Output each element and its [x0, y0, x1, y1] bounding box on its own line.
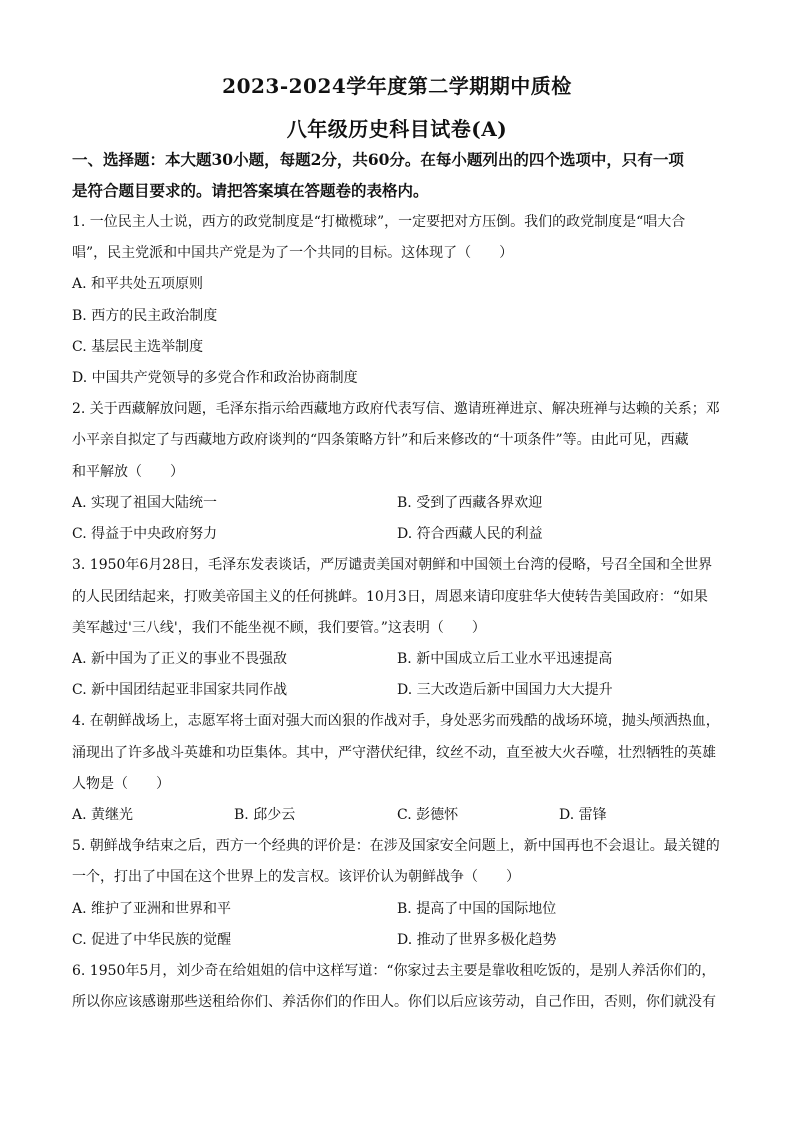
question-4-option-b: B. 邱少云	[234, 807, 296, 823]
question-3-option-c: C. 新中国团结起亚非国家共同作战	[72, 682, 288, 698]
question-4-option-a: A. 黄继光	[72, 807, 134, 823]
question-5-option-a: A. 维护了亚洲和世界和平	[72, 901, 232, 917]
exam-subtitle: 八年级历史科目试卷(A)	[286, 117, 508, 141]
question-2-option-b: B. 受到了西藏各界欢迎	[397, 495, 543, 511]
section-instruction-line-2: 是符合题目要求的。请把答案填在答题卷的表格内。	[72, 181, 429, 200]
question-4-stem-line-3: 人物是（ ）	[72, 776, 170, 792]
question-5-stem-line-2: 一个，打出了中国在这个世界上的发言权。该评价认为朝鲜战争（ ）	[72, 869, 520, 885]
question-1-stem-line-2: 唱”，民主党派和中国共产党是为了一个共同的目标。这体现了（ ）	[72, 245, 514, 261]
question-1-option-a: A. 和平共处五项原则	[72, 276, 204, 292]
question-5-stem-line-1: 5. 朝鲜战争结束之后，西方一个经典的评价是：在涉及国家安全问题上，新中国再也不会退让。最关键的	[72, 838, 720, 854]
question-2-option-a: A. 实现了祖国大陆统一	[72, 495, 218, 511]
section-instruction-line-1: 一、选择题：本大题30小题，每题2分，共60分。在每小题列出的四个选项中，只有一项	[72, 150, 684, 169]
question-3-stem-line-2: 的人民团结起来，打败美帝国主义的任何挑衅。10月3日，周恩来请印度驻华大使转告美国政府：“如果	[72, 589, 708, 605]
question-4-option-c: C. 彭德怀	[397, 807, 459, 823]
question-3-stem-line-3: 美军越过'三八线'，我们不能坐视不顾，我们要管。”这表明（ ）	[72, 620, 486, 636]
question-2-stem-line-3: 和平解放（ ）	[72, 464, 184, 480]
question-1-option-b: B. 西方的民主政治制度	[72, 308, 218, 324]
question-6-stem-line-1: 6. 1950年5月，刘少奇在给姐姐的信中这样写道：“你家过去主要是靠收租吃饭的，是别人养活你们的，	[72, 963, 716, 979]
question-5-option-d: D. 推动了世界多极化趋势	[397, 932, 557, 948]
question-2-option-d: D. 符合西藏人民的利益	[397, 526, 543, 542]
question-3-option-d: D. 三大改造后新中国国力大大提升	[397, 682, 613, 698]
question-1-option-c: C. 基层民主选举制度	[72, 339, 204, 355]
exam-title: 2023-2024学年度第二学期期中质检	[222, 74, 572, 98]
question-2-stem-line-1: 2. 关于西藏解放问题，毛泽东指示给西藏地方政府代表写信、邀请班禅进京、解决班禅与达赖的关系；邓	[72, 401, 720, 417]
question-4-option-d: D. 雷锋	[559, 807, 607, 823]
question-3-option-a: A. 新中国为了正义的事业不畏强敌	[72, 651, 288, 667]
question-2-stem-line-2: 小平亲自拟定了与西藏地方政府谈判的“四条策略方针”和后来修改的“十项条件”等。由此可见，西藏	[72, 432, 689, 448]
question-2-option-c: C. 得益于中央政府努力	[72, 526, 218, 542]
question-1-stem-line-1: 1. 一位民主人士说，西方的政党制度是“打橄榄球”，一定要把对方压倒。我们的政党制度是“唱大合	[72, 214, 686, 230]
question-5-option-b: B. 提高了中国的国际地位	[397, 901, 557, 917]
question-5-option-c: C. 促进了中华民族的觉醒	[72, 932, 232, 948]
question-3-option-b: B. 新中国成立后工业水平迅速提高	[397, 651, 613, 667]
question-4-stem-line-1: 4. 在朝鲜战场上，志愿军将士面对强大而凶狠的作战对手，身处恶劣而残酷的战场环境，抛头颅洒热血，	[72, 713, 720, 729]
question-4-stem-line-2: 涌现出了许多战斗英雄和功臣集体。其中，严守潜伏纪律，纹丝不动，直至被大火吞噬，壮烈牺牲的英雄	[72, 745, 716, 761]
question-1-option-d: D. 中国共产党领导的多党合作和政治协商制度	[72, 370, 358, 386]
question-3-stem-line-1: 3. 1950年6月28日，毛泽东发表谈话，严厉谴责美国对朝鲜和中国领土台湾的侵略，号召全国和全世界	[72, 557, 713, 573]
question-6-stem-line-2: 所以你应该感谢那些送租给你们、养活你们的作田人。你们以后应该劳动，自己作田，否则，你们就没有	[72, 994, 716, 1010]
